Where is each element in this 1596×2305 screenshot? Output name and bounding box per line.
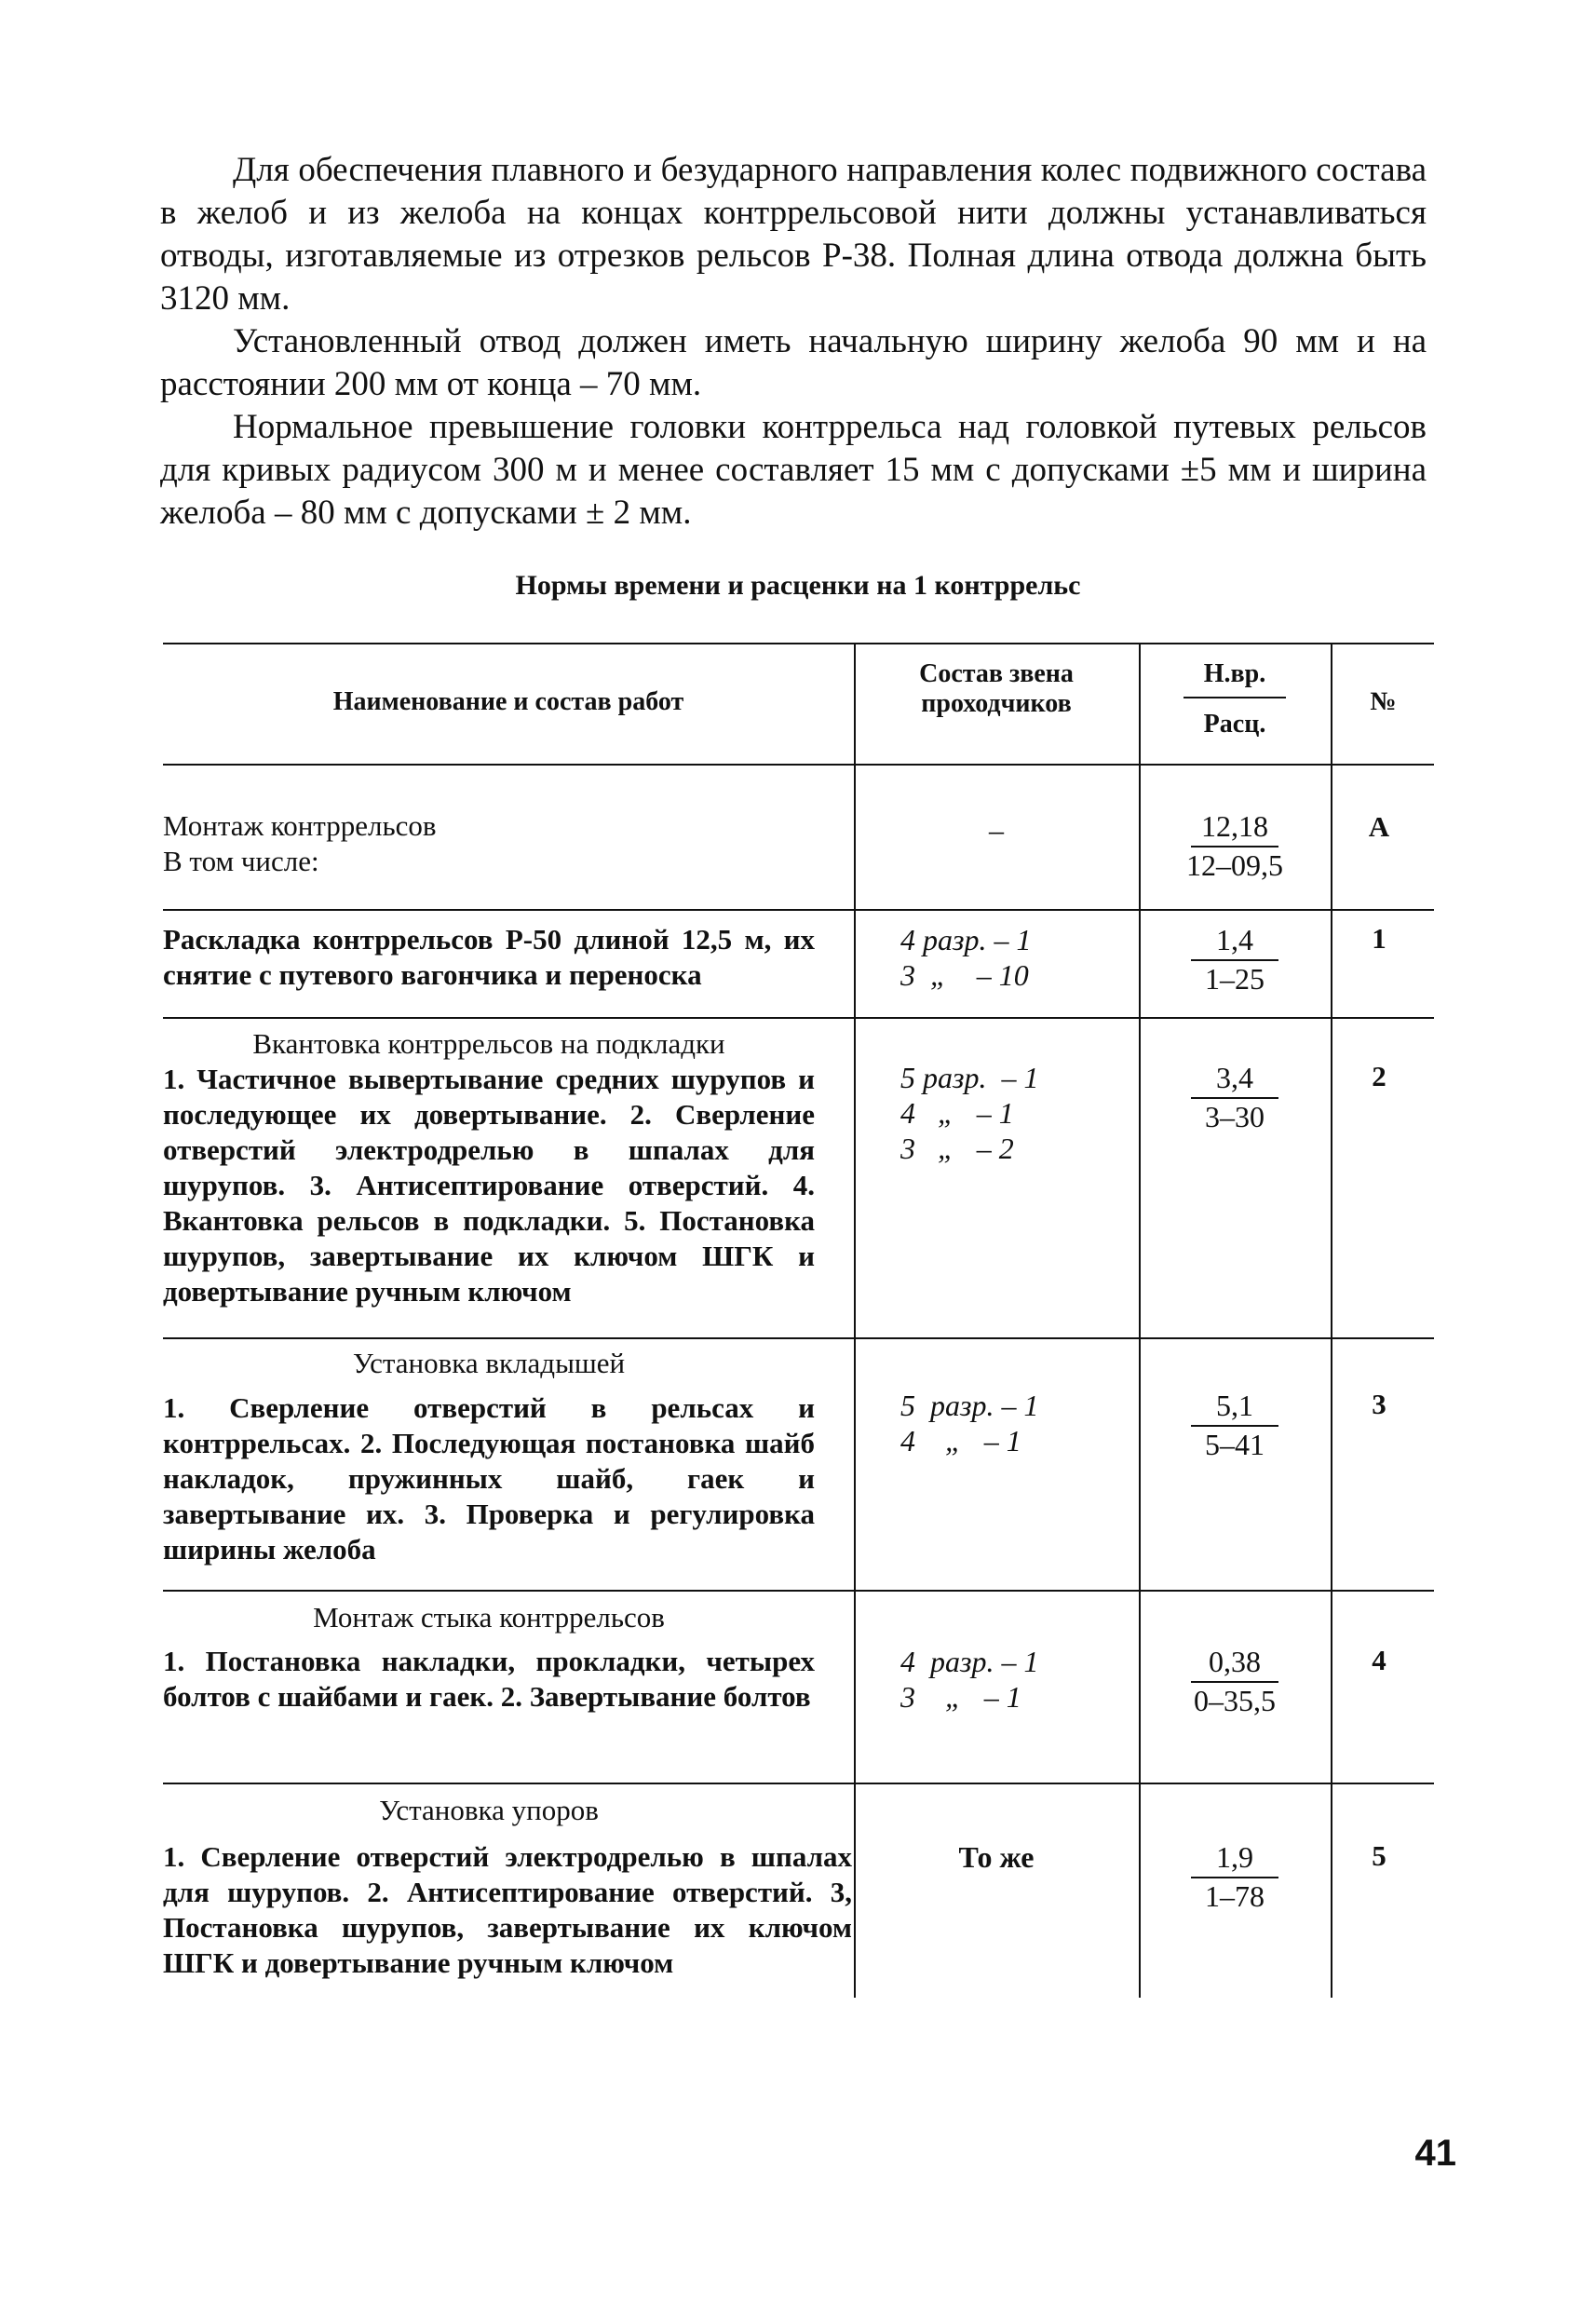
row-4-crew: 4 разр. – 1 3 „ – 1 — [900, 1645, 1039, 1714]
row-1-rate: 1–25 — [1205, 962, 1265, 996]
row-2-number: 2 — [1372, 1060, 1386, 1092]
header-no: № — [1370, 687, 1397, 716]
row-rule — [163, 1017, 1434, 1019]
row-2-norm: 3,4 — [1191, 1060, 1278, 1099]
norms-table — [163, 643, 1434, 2002]
row-3-norm: 5,1 — [1191, 1388, 1278, 1427]
col-rule-3 — [1331, 643, 1332, 1998]
row-3-title: Установка вкладышей — [352, 1347, 626, 1379]
row-5-description: 1. Сверление отверстий электродрелью в шпалах для шурупов. 2. Антисептирование отверстий. 3, Постановка шурупов, завертывание их ключом ШГК и довертывание ручным ключом — [163, 1840, 852, 1979]
row-2-crew: 5 разр. – 1 4 „ – 1 3 „ – 2 — [900, 1061, 1039, 1165]
row-1-norm: 1,4 — [1191, 922, 1278, 961]
intro-paragraph-2: Установленный отвод должен иметь начальную ширину желоба 90 мм и на расстоянии 200 мм от конца – 70 мм. — [160, 322, 1427, 403]
row-a-description: Монтаж контррельсов В том числе: — [163, 809, 437, 877]
row-rule — [163, 1590, 1434, 1592]
row-5-norm-fraction — [1174, 1839, 1295, 1914]
row-4-number: 4 — [1372, 1644, 1386, 1676]
row-1-norm-fraction — [1174, 922, 1295, 997]
row-4-rate: 0–35,5 — [1194, 1684, 1276, 1717]
row-a-rate: 12–09,5 — [1186, 848, 1283, 882]
row-5-rate: 1–78 — [1205, 1879, 1265, 1913]
row-a-number: А — [1368, 810, 1390, 843]
row-3-norm-fraction — [1174, 1388, 1295, 1462]
row-4-norm-fraction — [1174, 1644, 1295, 1718]
row-rule — [163, 1337, 1434, 1339]
row-2-norm-fraction — [1174, 1060, 1295, 1134]
row-3-crew: 5 разр. – 1 4 „ – 1 — [900, 1389, 1039, 1458]
header-work: Наименование и состав работ — [332, 687, 684, 716]
header-bottom-rule — [163, 764, 1434, 766]
row-5-norm: 1,9 — [1191, 1839, 1278, 1878]
col-rule-2 — [1139, 643, 1141, 1998]
row-a-crew: – — [989, 813, 1004, 847]
table-title: Нормы времени и расценки на 1 контррельс — [515, 570, 1081, 601]
row-2-title: Вкантовка контррельсов на подкладки — [252, 1027, 725, 1060]
intro-paragraph-1: Для обеспечения плавного и безударного направления колес подвижного состава в желоб и из желоба на концах контррельсовой нити должны устанавливаться отводы, изготавляемые из отрезков рельсов Р-38. Полная длина отвода должна быть 3120 мм. — [160, 151, 1427, 318]
header-norm-top: Н.вр. — [1183, 659, 1286, 698]
row-4-description: 1. Постановка накладки, прокладки, четырех болтов с шайбами и гаек. 2. Завертывание болтов — [163, 1645, 815, 1713]
row-3-number: 3 — [1372, 1388, 1386, 1420]
header-crew: Состав звена проходчиков — [919, 659, 1074, 718]
row-2-description: 1. Частичное вывертывание средних шурупов и последующее их довертывание. 2. Сверление отверстий электродрелью в шпалах для шурупов. 3. Антисептирование отверстий. 4. Вкантовка рельсов в подкладки. 5. Постановка шурупов, завертывание их ключом ШГК и довертывание ручным ключом — [163, 1063, 815, 1308]
row-1-crew: 4 разр. – 1 3 „ – 10 — [900, 923, 1032, 992]
row-4-norm: 0,38 — [1191, 1644, 1278, 1683]
header-norm — [1139, 659, 1331, 739]
row-rule — [163, 909, 1434, 911]
row-1-description: Раскладка контррельсов Р-50 длиной 12,5 м, их снятие с путевого вагончика и переноска — [163, 923, 815, 991]
table-top-rule — [163, 643, 1434, 644]
header-norm-bottom: Расц. — [1203, 710, 1266, 739]
row-5-crew: То же — [958, 1840, 1035, 1874]
row-5-number: 5 — [1372, 1839, 1386, 1872]
row-1-number: 1 — [1372, 922, 1386, 955]
row-a-norm-fraction — [1174, 808, 1295, 883]
row-a-norm: 12,18 — [1191, 808, 1278, 847]
intro-text — [160, 149, 1427, 535]
row-4-title: Монтаж стыка контррельсов — [313, 1601, 665, 1634]
row-3-description: 1. Сверление отверстий в рельсах и контррельсах. 2. Последующая постановка шайб накладок, пружинных шайб, гаек и завертывание их. 3. Проверка и регулировка ширины желоба — [163, 1391, 815, 1566]
row-2-rate: 3–30 — [1205, 1100, 1265, 1133]
row-rule — [163, 1783, 1434, 1784]
page-number: 41 — [1414, 2133, 1456, 2174]
row-3-rate: 5–41 — [1205, 1428, 1265, 1461]
intro-paragraph-3: Нормальное превышение головки контррельса над головкой путевых рельсов для кривых радиусом 300 м и менее составляет 15 мм с допусками ±5 мм и ширина желоба – 80 мм с допусками ± 2 мм. — [160, 408, 1427, 532]
row-5-title: Установка упоров — [379, 1794, 599, 1826]
